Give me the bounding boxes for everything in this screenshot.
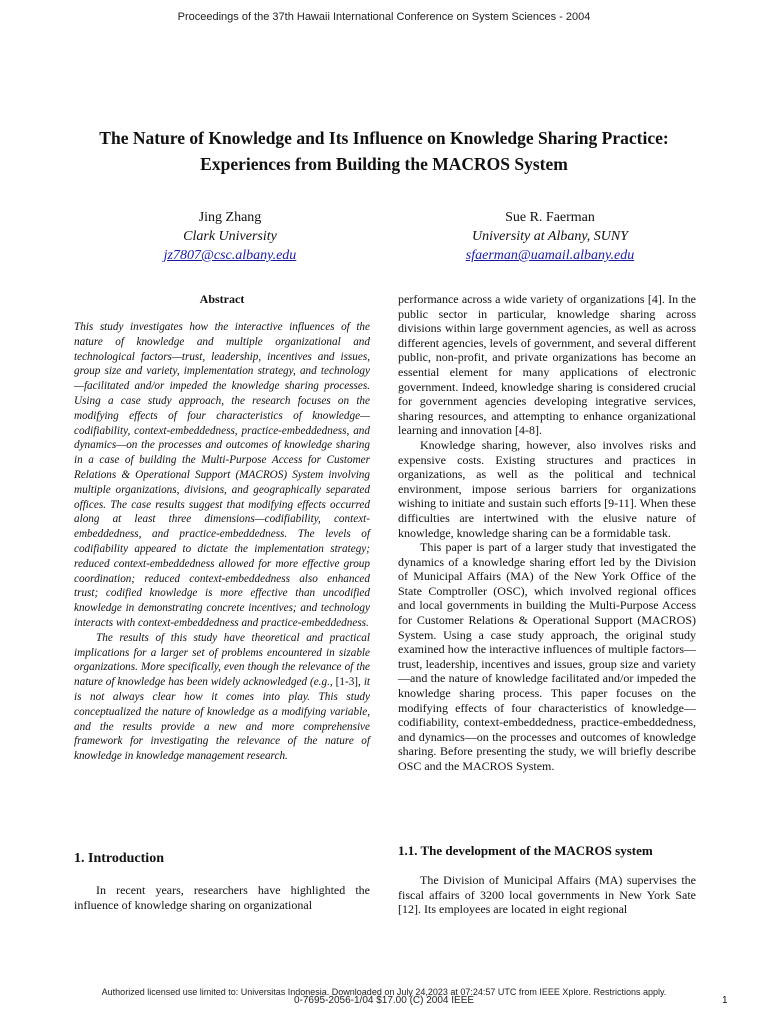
abstract-paragraph-2 <box>74 631 370 764</box>
license-notice: Authorized licensed use limited to: Universitas Indonesia. Downloaded on July 24,2023 at 07:24:57 UTC from IEEE Xplore. Restrictions apply. <box>101 987 667 997</box>
citation: [1-3], <box>335 676 361 689</box>
author-block-2 <box>400 208 700 265</box>
body-paragraph: This paper is part of a larger study that investigated the dynamics of a knowledge sharing effort led by the Division of Municipal Affairs (MA) of the New York Office of the State Comptroller (OSC), which involved regional offices and local governments in building the Multi-Purpose Access for Customer Relations & Operational Support (MACROS) System. Using a case study approach, the original study examined how the interactive influences of multiple factors—trust, leadership, incentives and issues, group size and variety—and the nature of knowledge facilitated and/or impeded the knowledge sharing process. This paper focuses on the modifying effects of four characteristics of knowledge—codifiability, context-embeddedness, practice-embeddedness, and dynamics—on the processes and outcomes of knowledge sharing. Before presenting the study, we will briefly describe OSC and the MACROS System. <box>398 540 696 773</box>
abstract-body <box>74 320 370 764</box>
proceedings-header: Proceedings of the 37th Hawaii International Conference on System Sciences - 2004 <box>177 11 591 23</box>
body-paragraph: The Division of Municipal Affairs (MA) supervises the fiscal affairs of 3200 local governments in New York Sate [12]. Its employees are located in eight regional <box>398 873 696 917</box>
author-affiliation: Clark University <box>183 229 277 244</box>
body-paragraph: performance across a wide variety of organizations [4]. In the public sector in particular, knowledge sharing across divisions within large government agencies, as well as across different agencies, levels of government, and several different public, non-profit, and private organizations has become an essential element for many applications of electronic government. Indeed, knowledge sharing is considered crucial for government agencies developing integrative services, sharing resources, and attempting to enhance organizational learning and innovation [4-8]. <box>398 292 696 438</box>
abstract-text: The results of this study have theoretical and practical implications for a larger set of problems encountered in sizable organizations. More specifically, even though the relevance of the nature of knowledge has been widely acknowledged (e.g., <box>74 631 370 689</box>
author-name: Sue R. Faerman <box>505 210 595 225</box>
right-column-body <box>398 292 696 774</box>
subsection-heading: 1.1. The development of the MACROS system <box>398 843 653 858</box>
author-email-link[interactable]: sfaerman@uamail.albany.edu <box>465 248 635 263</box>
abstract-text: it is not always clear how it comes into play. This study conceptualized the nature of knowledge as a modifying variable, and the results provide a new and more comprehensive framework for investigating the relevance of the nature of knowledge in knowledge management research. <box>74 676 371 763</box>
title-line-1: The Nature of Knowledge and Its Influence on Knowledge Sharing Practice: <box>99 128 669 148</box>
subsection-body <box>398 873 696 917</box>
body-paragraph: Knowledge sharing, however, also involves risks and expensive costs. Existing structures and practices in organizations, as well as the political and technical environment, impose serious barriers for organizations wishing to initiate and sustain such efforts [9-11]. When these difficulties are intertwined with the elusive nature of knowledge, knowledge sharing can be a formidable task. <box>398 437 696 540</box>
introduction-body <box>74 883 370 912</box>
author-name: Jing Zhang <box>198 210 262 225</box>
copyright-notice: 0-7695-2056-1/04 $17.00 (C) 2004 IEEE <box>293 995 475 1006</box>
page-number: 1 <box>722 995 728 1006</box>
title-line-2: Experiences from Building the MACROS System <box>200 154 568 174</box>
intro-paragraph: In recent years, researchers have highlighted the influence of knowledge sharing on organizational <box>74 883 370 912</box>
author-affiliation: University at Albany, SUNY <box>471 229 629 244</box>
section-heading-introduction: 1. Introduction <box>74 851 164 866</box>
abstract-paragraph-1: This study investigates how the interactive influences of the nature of knowledge and multiple organizational and technological factors—trust, leadership, incentives and issues, group size and variety, implementation strategy, and technology—facilitated and/or impeded the knowledge sharing processes. Using a case study approach, the research focuses on the modifying effects of four characteristics of knowledge—codifiability, context-embeddedness, practice-embeddedness, and dynamics—on the processes and outcomes of knowledge sharing in a case of building the Multi-Purpose Access for Customer Relations & Operational Support (MACROS) System involving multiple organizations, divisions, and geographically separated offices. The case results suggest that modifying effects occurred along at least three dimensions—codifiability, context-embeddedness, and practice-embeddedness. The levels of codifiability appeared to dictate the implementation strategy; reduced context-embeddedness allowed for more effective group coordination; reduced context-embeddedness also enhanced trust; codified knowledge is more effective than uncodified knowledge in demonstrating concrete incentives; and technology interacts with context-embeddedness and practice-embeddedness. <box>74 321 370 629</box>
author-block-1 <box>80 208 380 265</box>
paper-title <box>60 125 708 177</box>
author-email-link[interactable]: jz7807@csc.albany.edu <box>163 248 297 263</box>
abstract-heading: Abstract <box>199 292 245 306</box>
